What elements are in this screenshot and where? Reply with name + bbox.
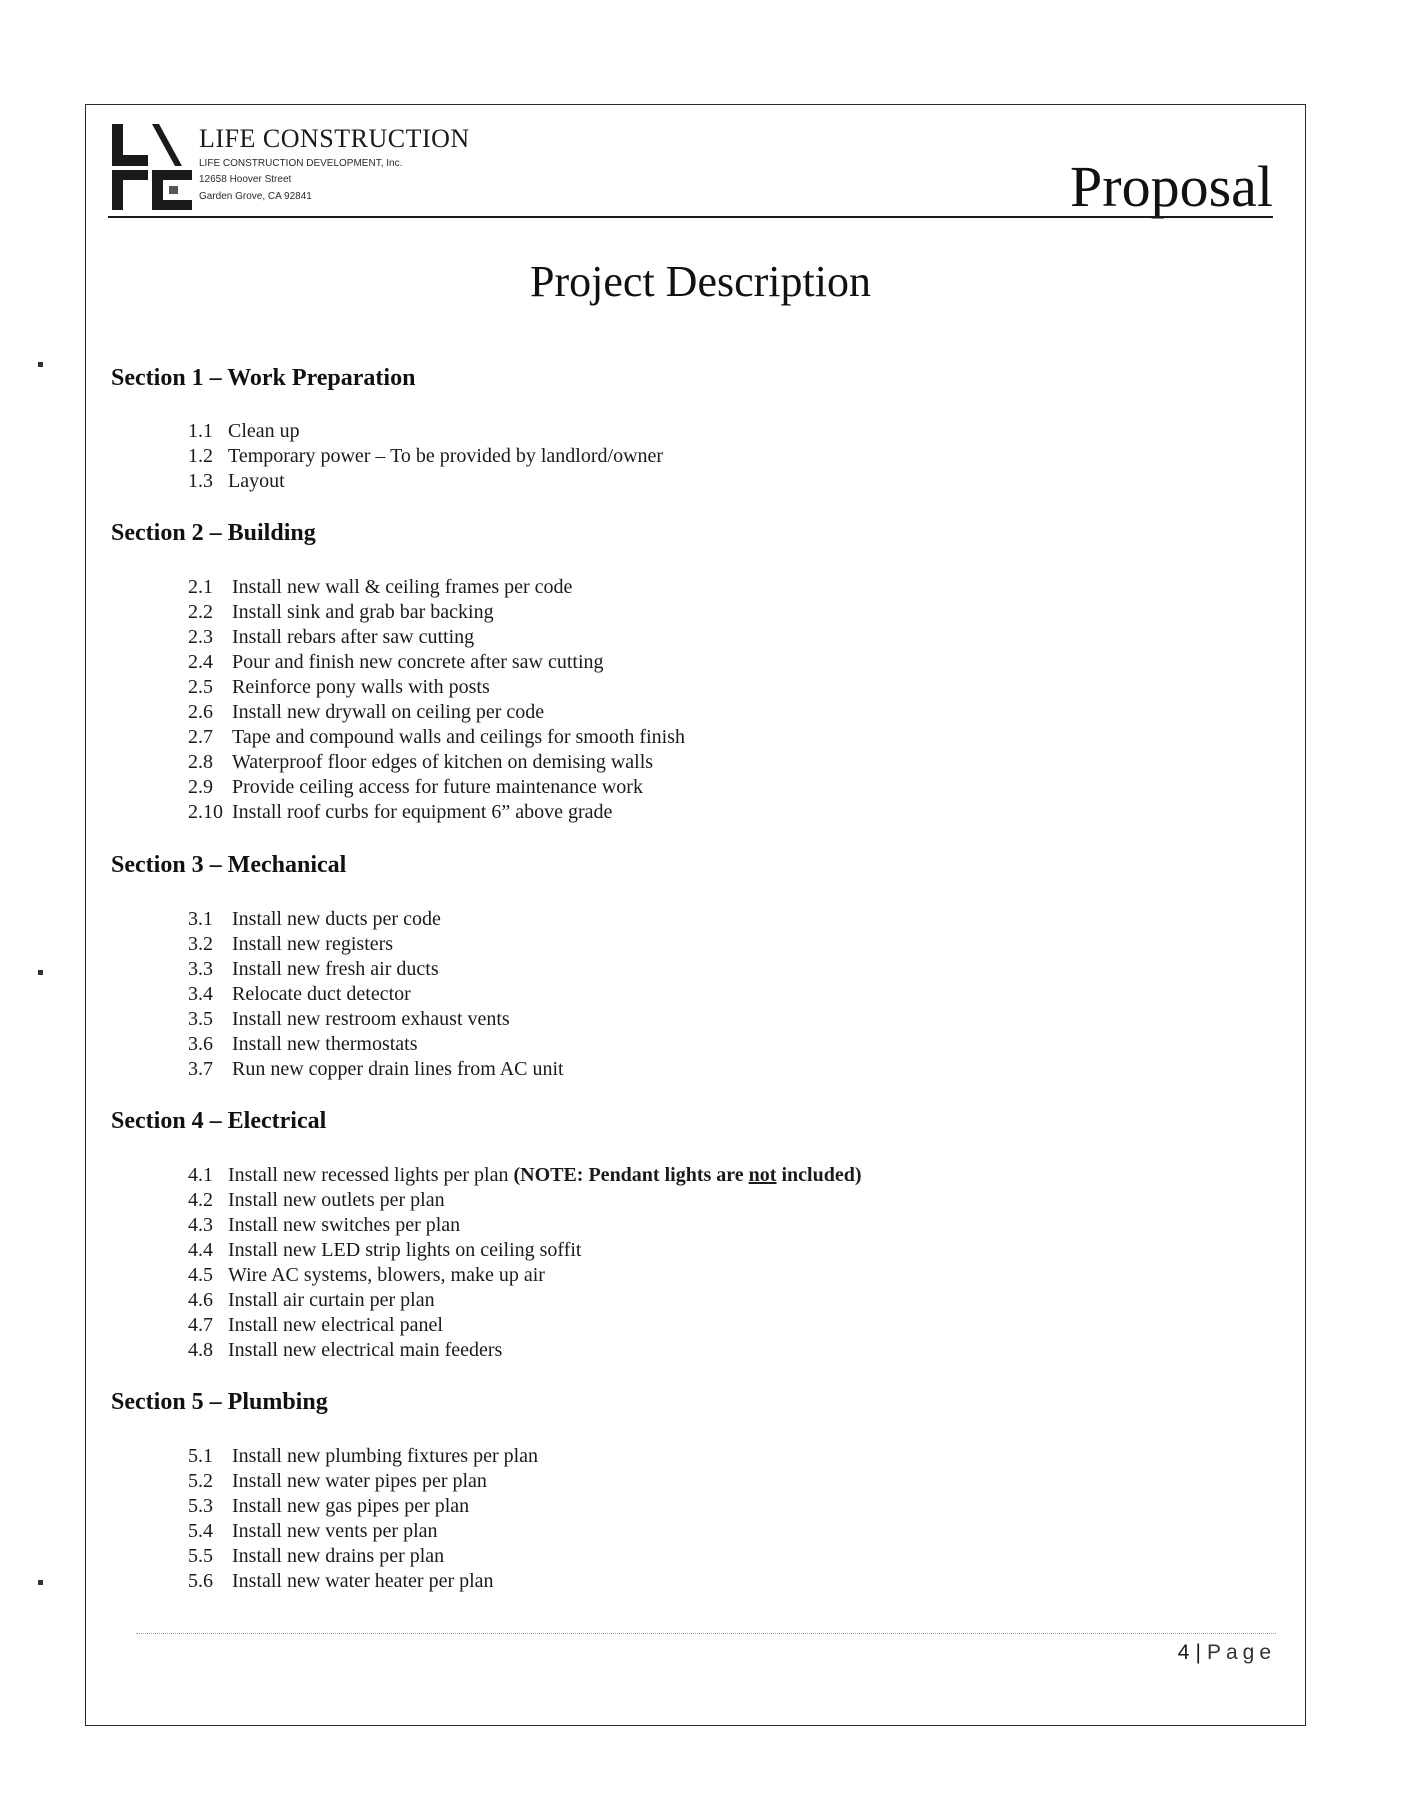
item-text: Install rebars after saw cutting — [232, 626, 475, 648]
item-text: Waterproof floor edges of kitchen on demising walls — [232, 751, 654, 773]
item-text: Install new outlets per plan — [228, 1189, 445, 1211]
header-rule — [108, 216, 1273, 218]
list-item — [188, 675, 490, 699]
section-heading-plumbing: Section 5 – Plumbing — [111, 1389, 328, 1415]
list-item — [188, 469, 285, 493]
scan-mark — [38, 970, 43, 975]
company-name: LIFE CONSTRUCTION — [199, 124, 470, 153]
item-text: Relocate duct detector — [232, 983, 411, 1005]
page-number — [1178, 1641, 1276, 1665]
item-text: Pour and finish new concrete after saw cutting — [232, 651, 604, 673]
list-item — [188, 1519, 438, 1543]
list-item — [188, 932, 393, 956]
page-title — [0, 256, 1401, 307]
list-item — [188, 600, 494, 624]
item-text: Temporary power – To be provided by landlord/owner — [228, 445, 664, 467]
lc-logo-icon — [112, 124, 192, 210]
page-number-value: 4 — [1177, 1641, 1190, 1664]
list-item — [188, 1288, 435, 1312]
item-text: Install new restroom exhaust vents — [232, 1008, 510, 1030]
item-number: 5.2 — [188, 1470, 213, 1492]
list-item — [188, 700, 544, 724]
item-number: 2.7 — [188, 726, 213, 748]
list-item — [188, 444, 663, 468]
item-text: Install new thermostats — [232, 1033, 418, 1055]
item-text: Install new ducts per code — [232, 908, 441, 930]
item-text: Install roof curbs for equipment 6” above grade — [232, 801, 613, 823]
note-prefix: (NOTE: Pendant lights are — [513, 1164, 744, 1186]
item-text: Install new switches per plan — [228, 1214, 461, 1236]
list-item — [188, 1569, 494, 1593]
list-item — [188, 1213, 460, 1237]
item-text: Wire AC systems, blowers, make up air — [228, 1264, 545, 1286]
item-text: Install new wall & ceiling frames per code — [232, 576, 573, 598]
list-item — [188, 775, 643, 799]
item-number: 3.2 — [188, 933, 213, 955]
item-number: 5.3 — [188, 1495, 213, 1517]
list-item — [188, 750, 653, 774]
item-text: Tape and compound walls and ceilings for smooth finish — [232, 726, 685, 748]
item-text: Install new drywall on ceiling per code — [232, 701, 545, 723]
list-item — [188, 1188, 445, 1212]
list-item — [188, 1544, 444, 1568]
item-number: 4.5 — [188, 1264, 213, 1286]
note-emphasis: not — [748, 1164, 777, 1186]
list-item — [188, 1163, 862, 1187]
item-number: 4.4 — [188, 1239, 213, 1261]
item-number: 2.1 — [188, 576, 213, 598]
list-item — [188, 957, 439, 981]
item-number: 4.1 — [188, 1164, 213, 1186]
item-number: 4.6 — [188, 1289, 213, 1311]
item-number: 3.7 — [188, 1058, 213, 1080]
item-number: 3.6 — [188, 1033, 213, 1055]
item-text: Install new LED strip lights on ceiling soffit — [228, 1239, 582, 1261]
note-suffix: included) — [781, 1164, 862, 1186]
section-heading-electrical: Section 4 – Electrical — [111, 1108, 327, 1134]
item-number: 2.8 — [188, 751, 213, 773]
item-number: 5.4 — [188, 1520, 213, 1542]
list-item — [188, 1263, 545, 1287]
item-number: 1.2 — [188, 445, 213, 467]
item-number: 2.10 — [188, 801, 223, 823]
list-item — [188, 1238, 581, 1262]
page-title-text: Project Description — [530, 257, 871, 306]
list-item — [188, 625, 474, 649]
item-text: Install new electrical main feeders — [228, 1339, 503, 1361]
list-item — [188, 1494, 469, 1518]
list-item — [188, 1007, 510, 1031]
document-type: Proposal — [1070, 154, 1273, 219]
list-item — [188, 1338, 502, 1362]
item-text: Install new plumbing fixtures per plan — [232, 1445, 539, 1467]
item-number: 3.4 — [188, 983, 213, 1005]
item-number: 3.1 — [188, 908, 213, 930]
item-text: Install air curtain per plan — [228, 1289, 435, 1311]
item-number: 4.8 — [188, 1339, 213, 1361]
item-text: Install new recessed lights per plan — [228, 1164, 509, 1186]
list-item — [188, 725, 685, 749]
section-heading-mechanical: Section 3 – Mechanical — [111, 852, 347, 878]
item-text: Install new vents per plan — [232, 1520, 438, 1542]
list-item — [188, 1444, 538, 1468]
item-number: 5.6 — [188, 1570, 213, 1592]
company-legal-name: LIFE CONSTRUCTION DEVELOPMENT, Inc. — [199, 158, 403, 169]
list-item — [188, 1313, 443, 1337]
item-number: 3.3 — [188, 958, 213, 980]
item-number: 1.1 — [188, 420, 213, 442]
list-item — [188, 575, 572, 599]
section-heading-building: Section 2 – Building — [111, 520, 316, 546]
item-number: 4.3 — [188, 1214, 213, 1236]
footer-rule — [136, 1633, 1276, 1634]
list-item — [188, 1057, 564, 1081]
item-number: 1.3 — [188, 470, 213, 492]
list-item — [188, 650, 604, 674]
item-number: 2.3 — [188, 626, 213, 648]
page-word: Page — [1206, 1641, 1276, 1664]
item-text: Install new gas pipes per plan — [232, 1495, 470, 1517]
scan-mark — [38, 362, 43, 367]
item-number: 2.2 — [188, 601, 213, 623]
item-number: 4.2 — [188, 1189, 213, 1211]
list-item — [188, 907, 441, 931]
item-number: 4.7 — [188, 1314, 213, 1336]
item-number: 2.4 — [188, 651, 213, 673]
item-text: Layout — [228, 470, 285, 492]
list-item — [188, 1032, 418, 1056]
item-text: Install new electrical panel — [228, 1314, 443, 1336]
company-city: Garden Grove, CA 92841 — [199, 191, 312, 202]
item-text: Install new water heater per plan — [232, 1570, 494, 1592]
item-number: 3.5 — [188, 1008, 213, 1030]
scan-mark — [38, 1580, 43, 1585]
list-item — [188, 419, 300, 443]
company-street: 12658 Hoover Street — [199, 174, 292, 185]
list-item — [188, 1469, 487, 1493]
item-number: 2.9 — [188, 776, 213, 798]
item-number: 2.6 — [188, 701, 213, 723]
item-number: 2.5 — [188, 676, 213, 698]
item-number: 5.5 — [188, 1545, 213, 1567]
item-text: Clean up — [228, 420, 300, 442]
item-text: Install new fresh air ducts — [232, 958, 439, 980]
item-text: Install new drains per plan — [232, 1545, 445, 1567]
item-text: Install new registers — [232, 933, 394, 955]
item-text: Run new copper drain lines from AC unit — [232, 1058, 564, 1080]
item-text: Install new water pipes per plan — [232, 1470, 487, 1492]
item-note — [513, 1164, 861, 1186]
list-item — [188, 982, 411, 1006]
item-text: Install sink and grab bar backing — [232, 601, 494, 623]
item-text: Provide ceiling access for future maintenance work — [232, 776, 643, 798]
page-number-separator: | — [1195, 1641, 1201, 1664]
section-heading-work-preparation: Section 1 – Work Preparation — [111, 365, 416, 391]
item-number: 5.1 — [188, 1445, 213, 1467]
list-item — [188, 800, 612, 824]
item-text: Reinforce pony walls with posts — [232, 676, 490, 698]
